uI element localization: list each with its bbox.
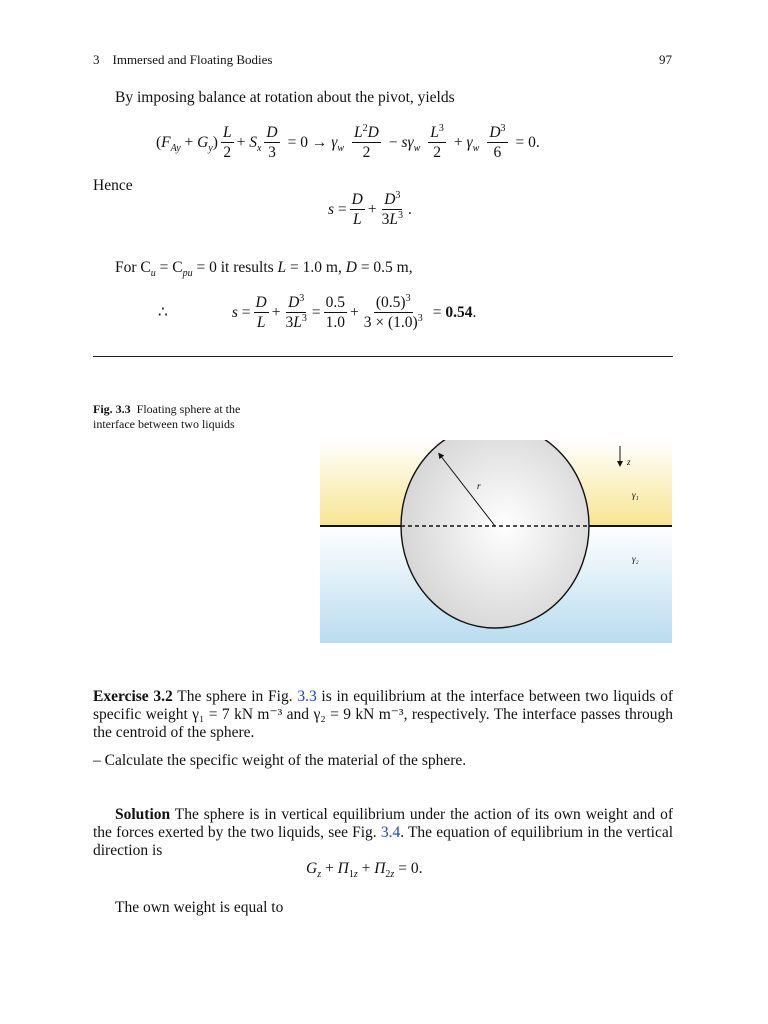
chapter-title: Immersed and Floating Bodies [112,52,273,67]
chapter-number: 3 [93,52,100,67]
floating-sphere-figure [320,440,672,643]
radius-label: r [477,481,481,491]
figure-caption [93,402,273,432]
sphere [401,440,589,628]
solution-paragraph: Solution The sphere is in vertical equilibrium under the action of its own weight and of the forces exerted by the two liquids, see Fig. 3.4. The equation of equilibrium in the vertical direction is [93,806,674,859]
figure-link-3-4[interactable]: 3.4 [380,824,401,841]
intro-text: By imposing balance at rotation about the pivot, yields [115,89,455,106]
page-number: 97 [659,52,672,67]
solution-label: Solution [115,806,171,823]
exercise-paragraph: Exercise 3.2 The sphere in Fig. 3.3 is in equilibrium at the interface between two liquids of specific weight γ₁ = 7 kN m⁻³ and γ₂ = 9 kN m⁻³, respectively. The interface passes through the centroid of the sphere. [93,688,674,741]
hence-text: Hence [93,177,133,194]
equation-s: s = $\frac{D}{L}$ + $\frac{D^3}{3L^3}$ . [328,189,412,228]
own-weight-text: The own weight is equal to [115,899,284,916]
gamma1-label: γ₁ [632,490,639,500]
running-header [93,52,272,68]
figure-caption-text: Floating sphere at the interface between two liquids [93,402,241,431]
exercise-label: Exercise 3.2 [93,688,173,705]
therefore-symbol: ∴ [158,304,168,321]
exercise-task: – Calculate the specific weight of the material of the sphere. [93,752,467,769]
z-axis-label: z [627,457,631,467]
equation-moment-balance: $(F_{Ay} + G_y)$ $\frac{L}{2}$ + $S_x$ $\frac{D}{3}$ = $0 \to \gamma_w$ $\frac{L^2D}{2}$ − $s\gamma_w$ $\frac{L^3}{2}$ + $\gamma_w$ $\frac{D^3}{6}$ = 0. [156,122,540,161]
figure-link-3-3[interactable]: 3.3 [297,688,317,705]
equation-vertical-equilibrium: $G_z + \Pi_{1z} + \Pi_{2z} = 0$. [306,860,423,881]
result-value: 0.54 [445,303,473,321]
figure-label: Fig. 3.3 [93,402,131,416]
gamma2-label: γ₂ [632,554,639,564]
section-divider [93,356,673,357]
equation-result: ∴ s = $\frac{D}{L}$ + $\frac{D^3}{3L^3}$ = $\frac{0.5}{1.0}$ + $\frac{(0.5)^3}{3 \times (1.0)^3}$ = 0.54. [158,292,477,331]
parameter-line: For $C_u = C_{pu} = 0$ it results L = 1.0 m, D = 0.5 m, [115,259,413,280]
